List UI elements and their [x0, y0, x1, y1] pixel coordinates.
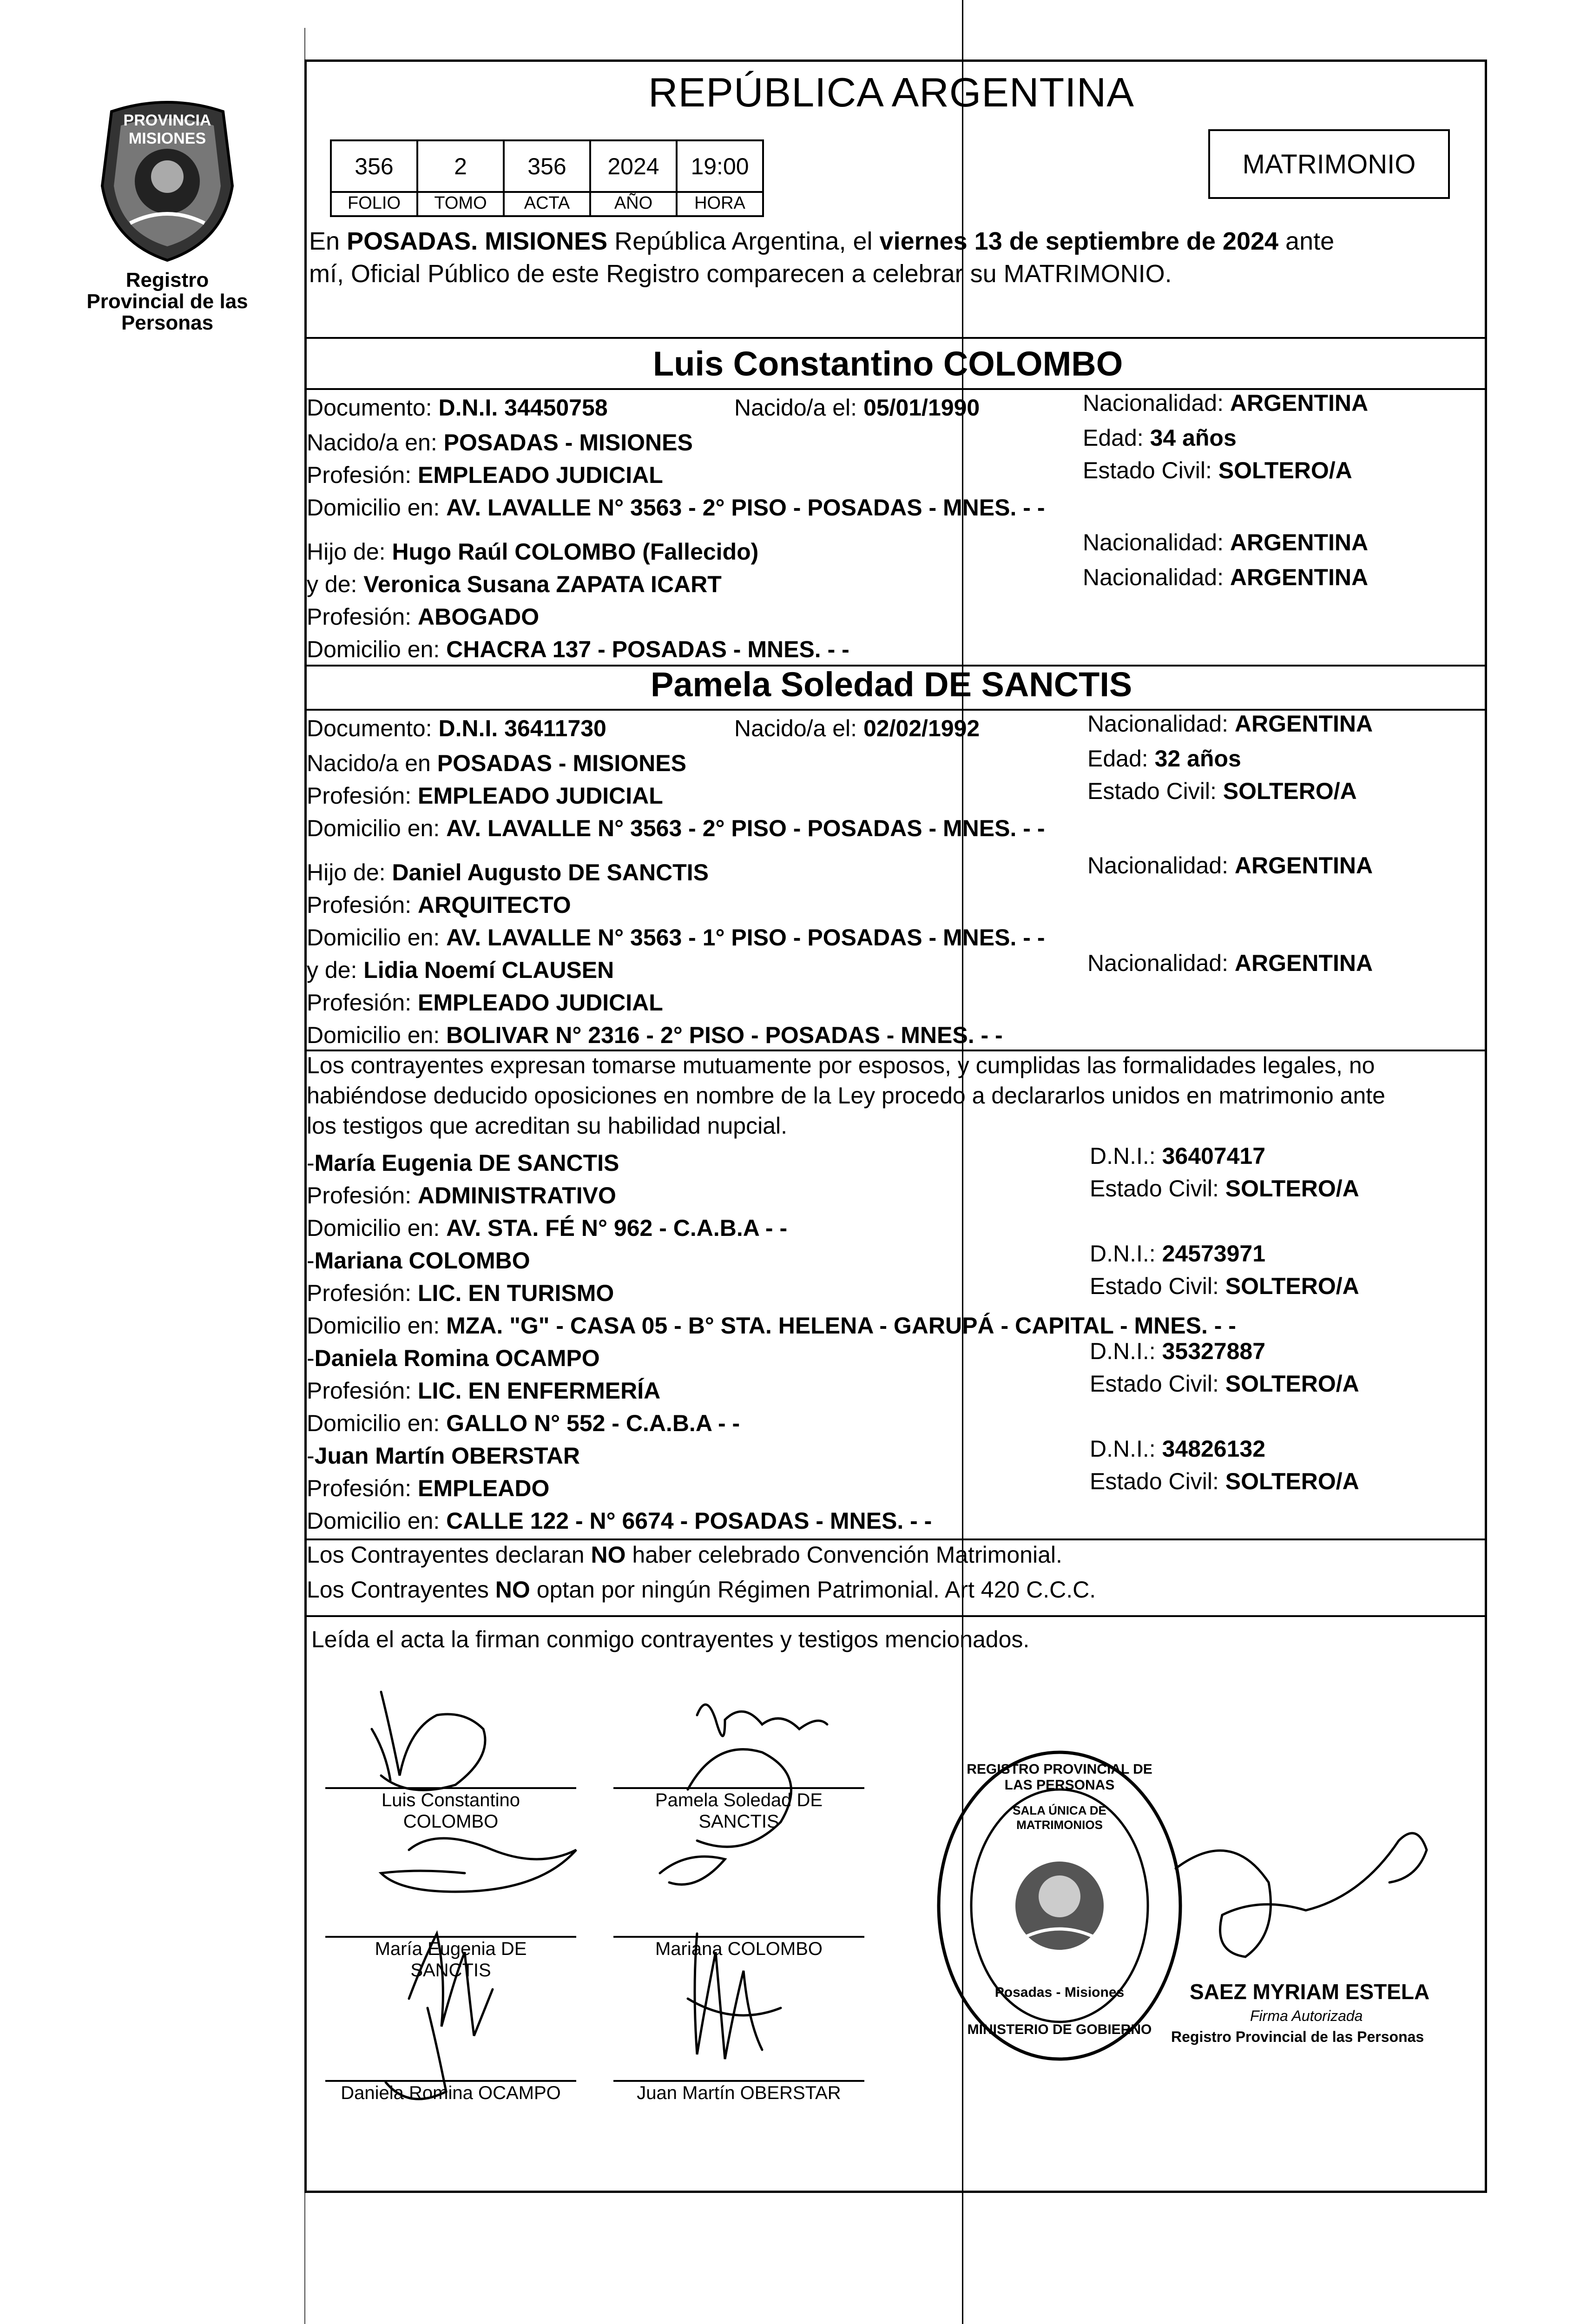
dash: -: [307, 1345, 315, 1371]
signature-name: Pamela Soledad DE: [655, 1790, 823, 1810]
spouse2-father-dom-value: AV. LAVALLE N° 3563 - 1° PISO - POSADAS - MNES. - -: [446, 924, 1045, 951]
intro-text-c: ante: [1278, 227, 1335, 255]
spouse1-father-nat-value: ARGENTINA: [1230, 529, 1369, 555]
spouse1-document: [307, 395, 608, 421]
ano-value: 2024: [589, 139, 678, 193]
witness-name: [307, 1248, 530, 1274]
spouse1-parent-profession: [307, 604, 539, 630]
spouse1-mother: [307, 572, 722, 597]
intro-date: viernes 13 de septiembre de 2024: [879, 227, 1279, 255]
spouse1-father-value: Hugo Raúl COLOMBO (Fallecido): [392, 539, 759, 565]
ano-label: AÑO: [589, 191, 678, 217]
signature-line-4: [613, 1936, 864, 1938]
civil-label: Estado Civil:: [1083, 457, 1218, 483]
signature-name: Juan Martín OBERSTAR: [637, 2083, 841, 2103]
spouse1-doc-value: D.N.I. 34450758: [438, 395, 608, 421]
civil-label: Estado Civil:: [1090, 1371, 1225, 1397]
witness-domicile: [307, 1411, 740, 1436]
witness-dom-value: GALLO N° 552 - C.A.B.A - -: [446, 1410, 740, 1436]
closing-statement: Leída el acta la firman conmigo contrayentes y testigos mencionados.: [311, 1626, 1030, 1652]
spouse2-civil: [1087, 779, 1357, 804]
dni-label: D.N.I.:: [1090, 1143, 1162, 1169]
official-role: Firma Autorizada: [1250, 2007, 1363, 2024]
spouse2-mother-value: Lidia Noemí CLAUSEN: [363, 957, 614, 983]
spouse2-mother-nat-value: ARGENTINA: [1234, 950, 1373, 976]
spouse1-name: Luis Constantino COLOMBO: [653, 344, 1123, 383]
signature-label-1: [325, 1789, 576, 1832]
dom-label: Domicilio en:: [307, 815, 447, 841]
witness-civil-value: SOLTERO/A: [1225, 1468, 1359, 1494]
signature-name: SANCTIS: [698, 1811, 779, 1832]
witness-profession: [307, 1281, 614, 1306]
spouse1-nationality: [1083, 390, 1368, 416]
spouse2-father-value: Daniel Augusto DE SANCTIS: [392, 859, 709, 885]
prof-label: Profesión:: [307, 990, 418, 1016]
born-label: Nacido/a el:: [734, 715, 863, 741]
dom-label: Domicilio en:: [307, 1410, 447, 1436]
divider-declaration-top: [304, 1050, 1487, 1051]
signature-label-4: [613, 1938, 864, 1960]
father-label: Hijo de:: [307, 859, 392, 885]
spouse1-birthplace-value: POSADAS - MISIONES: [443, 429, 693, 456]
spouse2-father-domicile: [307, 925, 1045, 951]
age-label: Edad:: [1083, 425, 1150, 451]
convention-text: Los Contrayentes declaran: [307, 1542, 591, 1568]
witness-dom-value: MZA. "G" - CASA 05 - B° STA. HELENA - GARUPÁ - CAPITAL - MNES. - -: [446, 1313, 1236, 1339]
witness-dom-value: AV. STA. FÉ N° 962 - C.A.B.A - -: [446, 1215, 788, 1241]
signature-name: SANCTIS: [410, 1960, 491, 1981]
dom-label: Domicilio en:: [307, 1508, 447, 1534]
civil-label: Estado Civil:: [1087, 778, 1223, 804]
spouse2-document: [307, 716, 606, 741]
convention-line-1: [307, 1542, 1062, 1568]
witness-name-value: Mariana COLOMBO: [314, 1248, 530, 1274]
spouse2-civil-value: SOLTERO/A: [1223, 778, 1357, 804]
prof-label: Profesión:: [307, 1182, 418, 1208]
witness-civil-value: SOLTERO/A: [1225, 1273, 1359, 1299]
father-label: Hijo de:: [307, 539, 392, 565]
seal-inner-text: SALA ÚNICA DE MATRIMONIOS: [1013, 1803, 1106, 1832]
spouse1-age: [1083, 425, 1237, 451]
provincial-emblem: [84, 93, 251, 279]
acta-value: 356: [503, 139, 591, 193]
witness-prof-value: LIC. EN TURISMO: [418, 1280, 614, 1306]
witness-domicile: [307, 1215, 787, 1241]
spouse2-doc-value: D.N.I. 36411730: [438, 715, 606, 741]
signature-label-2: [613, 1789, 864, 1832]
witness-name: [307, 1150, 619, 1176]
spouse2-mother-prof-value: EMPLEADO JUDICIAL: [418, 990, 663, 1016]
spouse2-name: Pamela Soledad DE SANCTIS: [651, 665, 1132, 704]
witness-domicile: [307, 1508, 932, 1534]
hora-label: HORA: [676, 191, 764, 217]
dom-label: Domicilio en:: [307, 1313, 447, 1339]
acta-label: ACTA: [503, 191, 591, 217]
hora-value: 19:00: [676, 139, 764, 193]
witness-dni-value: 36407417: [1162, 1143, 1266, 1169]
signature-name: COLOMBO: [403, 1811, 499, 1832]
witness-prof-value: EMPLEADO: [418, 1475, 550, 1501]
spouse2-profession: [307, 783, 663, 809]
spouse1-mother-value: Veronica Susana ZAPATA ICART: [363, 571, 722, 597]
dom-label: Domicilio en:: [307, 1215, 447, 1241]
witness-dni-value: 34826132: [1162, 1436, 1266, 1462]
civil-label: Estado Civil:: [1090, 1468, 1225, 1494]
official-office: Registro Provincial de las Personas: [1171, 2028, 1424, 2045]
spouse2-birthplace-value: POSADAS - MISIONES: [437, 750, 686, 776]
witness-dni: [1090, 1339, 1265, 1364]
spouse2-father-prof-value: ARQUITECTO: [418, 892, 571, 918]
witness-dni: [1090, 1143, 1265, 1169]
spouse1-profession: [307, 462, 663, 488]
witness-name: [307, 1346, 600, 1371]
spouse2-father-nationality: [1087, 853, 1373, 878]
dom-label: Domicilio en:: [307, 495, 447, 521]
declaration-line-3: los testigos que acreditan su habilidad nupcial.: [307, 1113, 788, 1139]
spouse1-domicile: [307, 495, 1045, 521]
seal-city-text: Posadas - Misiones: [994, 1985, 1125, 2000]
prof-label: Profesión:: [307, 892, 418, 918]
intro-line-1: [309, 228, 1334, 255]
spouse1-birthdate: [734, 395, 980, 421]
declaration-line-2: habiéndose deducido oposiciones en nombre de la Ley procedo a declararlos unidos en matrimonio ante: [307, 1083, 1385, 1109]
certificate-type-box: MATRIMONIO: [1208, 129, 1450, 199]
nat-label: Nacionalidad:: [1083, 564, 1230, 590]
civil-label: Estado Civil:: [1090, 1175, 1225, 1202]
signature-line-5: [325, 2080, 576, 2082]
declaration-line-1: Los contrayentes expresan tomarse mutuamente por esposos, y cumplidas las formalidades legales, no: [307, 1052, 1375, 1078]
prof-label: Profesión:: [307, 783, 418, 809]
signature-name: Luis Constantino: [382, 1790, 520, 1810]
divider-spouse1-top: [304, 337, 1487, 339]
seal-bottom-text: MINISTERIO DE GOBIERNO: [967, 2022, 1152, 2037]
nat-label: Nacionalidad:: [1087, 852, 1235, 878]
witness-civil: [1090, 1274, 1359, 1299]
official-name: SAEZ MYRIAM ESTELA: [1190, 1980, 1430, 2004]
signature-name: Daniela Romina OCAMPO: [341, 2083, 561, 2103]
spouse1-parent-prof-value: ABOGADO: [418, 604, 540, 630]
signature-line-6: [613, 2080, 864, 2082]
emblem-top-text: PROVINCIA MISIONES: [123, 112, 211, 147]
convention-text: Los Contrayentes: [307, 1577, 495, 1603]
spouse1-age-value: 34 años: [1150, 425, 1237, 451]
spouse2-birthdate: [734, 716, 980, 741]
spouse2-domicile: [307, 816, 1045, 841]
witness-profession: [307, 1378, 660, 1404]
folio-label: FOLIO: [330, 191, 418, 217]
spouse2-prof-value: EMPLEADO JUDICIAL: [418, 783, 663, 809]
spouse1-civil: [1083, 458, 1352, 483]
spouse2-mother: [307, 957, 614, 983]
spouse2-mother-domicile: [307, 1023, 1003, 1048]
witness-name-value: Daniela Romina OCAMPO: [314, 1345, 600, 1371]
prof-label: Profesión:: [307, 1475, 418, 1501]
spouse1-civil-value: SOLTERO/A: [1218, 457, 1352, 483]
spouse1-mother-nat-value: ARGENTINA: [1230, 564, 1369, 590]
spouse2-born-value: 02/02/1992: [863, 715, 980, 741]
spouse2-mother-profession: [307, 990, 663, 1016]
witness-dni: [1090, 1436, 1265, 1462]
spouse1-nat-value: ARGENTINA: [1230, 390, 1369, 416]
spouse2-dom-value: AV. LAVALLE N° 3563 - 2° PISO - POSADAS - MNES. - -: [446, 815, 1045, 841]
convention-no: NO: [495, 1577, 530, 1603]
birthplace-label: Nacido/a en: [307, 750, 437, 776]
witness-civil: [1090, 1469, 1359, 1494]
spouse1-born-value: 05/01/1990: [863, 395, 980, 421]
spouse1-prof-value: EMPLEADO JUDICIAL: [418, 462, 663, 488]
witness-dni-value: 35327887: [1162, 1338, 1266, 1364]
signature-strokes: [316, 1673, 920, 2147]
tomo-label: TOMO: [416, 191, 505, 217]
spouse2-birthplace: [307, 751, 686, 776]
birthplace-label: Nacido/a en:: [307, 429, 444, 456]
spouse2-mother-nationality: [1087, 951, 1373, 976]
doc-label: Documento:: [307, 715, 439, 741]
prof-label: Profesión:: [307, 1378, 418, 1404]
nat-label: Nacionalidad:: [1083, 529, 1230, 555]
emblem-caption: Registro Provincial de las Personas: [86, 269, 248, 335]
witness-prof-value: LIC. EN ENFERMERÍA: [418, 1378, 661, 1404]
dni-label: D.N.I.:: [1090, 1436, 1162, 1462]
dom-label: Domicilio en:: [307, 924, 447, 951]
seal-outer-text: REGISTRO PROVINCIAL DE LAS PERSONAS: [967, 1762, 1152, 1793]
signature-line-2: [613, 1787, 864, 1789]
witness-civil-value: SOLTERO/A: [1225, 1371, 1359, 1397]
spouse1-dom-value: AV. LAVALLE N° 3563 - 2° PISO - POSADAS - MNES. - -: [446, 495, 1045, 521]
witness-name: [307, 1443, 580, 1469]
nat-label: Nacionalidad:: [1087, 711, 1235, 737]
born-label: Nacido/a el:: [734, 395, 863, 421]
convention-line-2: [307, 1577, 1096, 1603]
witness-domicile: [307, 1313, 1236, 1339]
intro-text-b: República Argentina, el: [607, 227, 880, 255]
spouse1-father: [307, 539, 758, 565]
signature-label-6: [613, 2082, 864, 2104]
signature-label-3: [325, 1938, 576, 1981]
witness-dni: [1090, 1241, 1265, 1267]
witness-prof-value: ADMINISTRATIVO: [418, 1182, 616, 1208]
spouse2-age-value: 32 años: [1154, 746, 1241, 772]
dni-label: D.N.I.:: [1090, 1338, 1162, 1364]
spouse2-nationality: [1087, 711, 1373, 737]
spouse1-parent-domicile: [307, 637, 849, 662]
official-signature: [1139, 1813, 1464, 1999]
dni-label: D.N.I.:: [1090, 1241, 1162, 1267]
spouse1-birthplace: [307, 430, 693, 456]
witness-dni-value: 24573971: [1162, 1241, 1266, 1267]
signature-name: Mariana COLOMBO: [655, 1939, 823, 1959]
nat-label: Nacionalidad:: [1083, 390, 1230, 416]
tomo-value: 2: [416, 139, 505, 193]
signature-label-5: [325, 2082, 576, 2104]
spouse2-age: [1087, 746, 1241, 772]
witness-name-value: Juan Martín OBERSTAR: [314, 1443, 580, 1469]
intro-line-2: mí, Oficial Público de este Registro comparecen a celebrar su MATRIMONIO.: [309, 260, 1172, 288]
witness-name-value: María Eugenia DE SANCTIS: [314, 1150, 619, 1176]
signature-line-3: [325, 1936, 576, 1938]
divider-closing-top: [304, 1615, 1487, 1617]
convention-text: haber celebrado Convención Matrimonial.: [625, 1542, 1062, 1568]
mother-label: y de:: [307, 957, 364, 983]
prof-label: Profesión:: [307, 1280, 418, 1306]
folio-value: 356: [330, 139, 418, 193]
country-title: REPÚBLICA ARGENTINA: [648, 69, 1134, 115]
spouse1-mother-nationality: [1083, 565, 1368, 590]
dom-label: Domicilio en:: [307, 636, 447, 662]
spouse2-nat-value: ARGENTINA: [1234, 711, 1373, 737]
witness-profession: [307, 1476, 549, 1501]
dom-label: Domicilio en:: [307, 1022, 447, 1048]
dash: -: [307, 1150, 315, 1176]
spouse2-father-profession: [307, 892, 571, 918]
signature-line-1: [325, 1787, 576, 1789]
witness-civil: [1090, 1371, 1359, 1397]
dash: -: [307, 1248, 315, 1274]
spouse2-mother-dom-value: BOLIVAR N° 2316 - 2° PISO - POSADAS - MNES. - -: [446, 1022, 1003, 1048]
signature-name: María Eugenia DE: [375, 1939, 527, 1959]
age-label: Edad:: [1087, 746, 1155, 772]
witness-profession: [307, 1183, 616, 1208]
civil-label: Estado Civil:: [1090, 1273, 1225, 1299]
prof-label: Profesión:: [307, 604, 418, 630]
intro-text-a: En: [309, 227, 347, 255]
dash: -: [307, 1443, 315, 1469]
witness-dom-value: CALLE 122 - N° 6674 - POSADAS - MNES. - -: [446, 1508, 932, 1534]
spouse1-father-nationality: [1083, 530, 1368, 555]
nat-label: Nacionalidad:: [1087, 950, 1235, 976]
convention-no: NO: [591, 1542, 626, 1568]
mother-label: y de:: [307, 571, 364, 597]
prof-label: Profesión:: [307, 462, 418, 488]
witness-civil: [1090, 1176, 1359, 1202]
spouse2-father: [307, 860, 709, 885]
spouse2-father-nat-value: ARGENTINA: [1234, 852, 1373, 878]
intro-place: POSADAS. MISIONES: [347, 227, 608, 255]
spouse1-parent-dom-value: CHACRA 137 - POSADAS - MNES. - -: [446, 636, 849, 662]
witness-civil-value: SOLTERO/A: [1225, 1175, 1359, 1202]
convention-text: optan por ningún Régimen Patrimonial. Art 420 C.C.C.: [530, 1577, 1096, 1603]
doc-label: Documento:: [307, 395, 439, 421]
divider-convention-top: [304, 1538, 1487, 1540]
